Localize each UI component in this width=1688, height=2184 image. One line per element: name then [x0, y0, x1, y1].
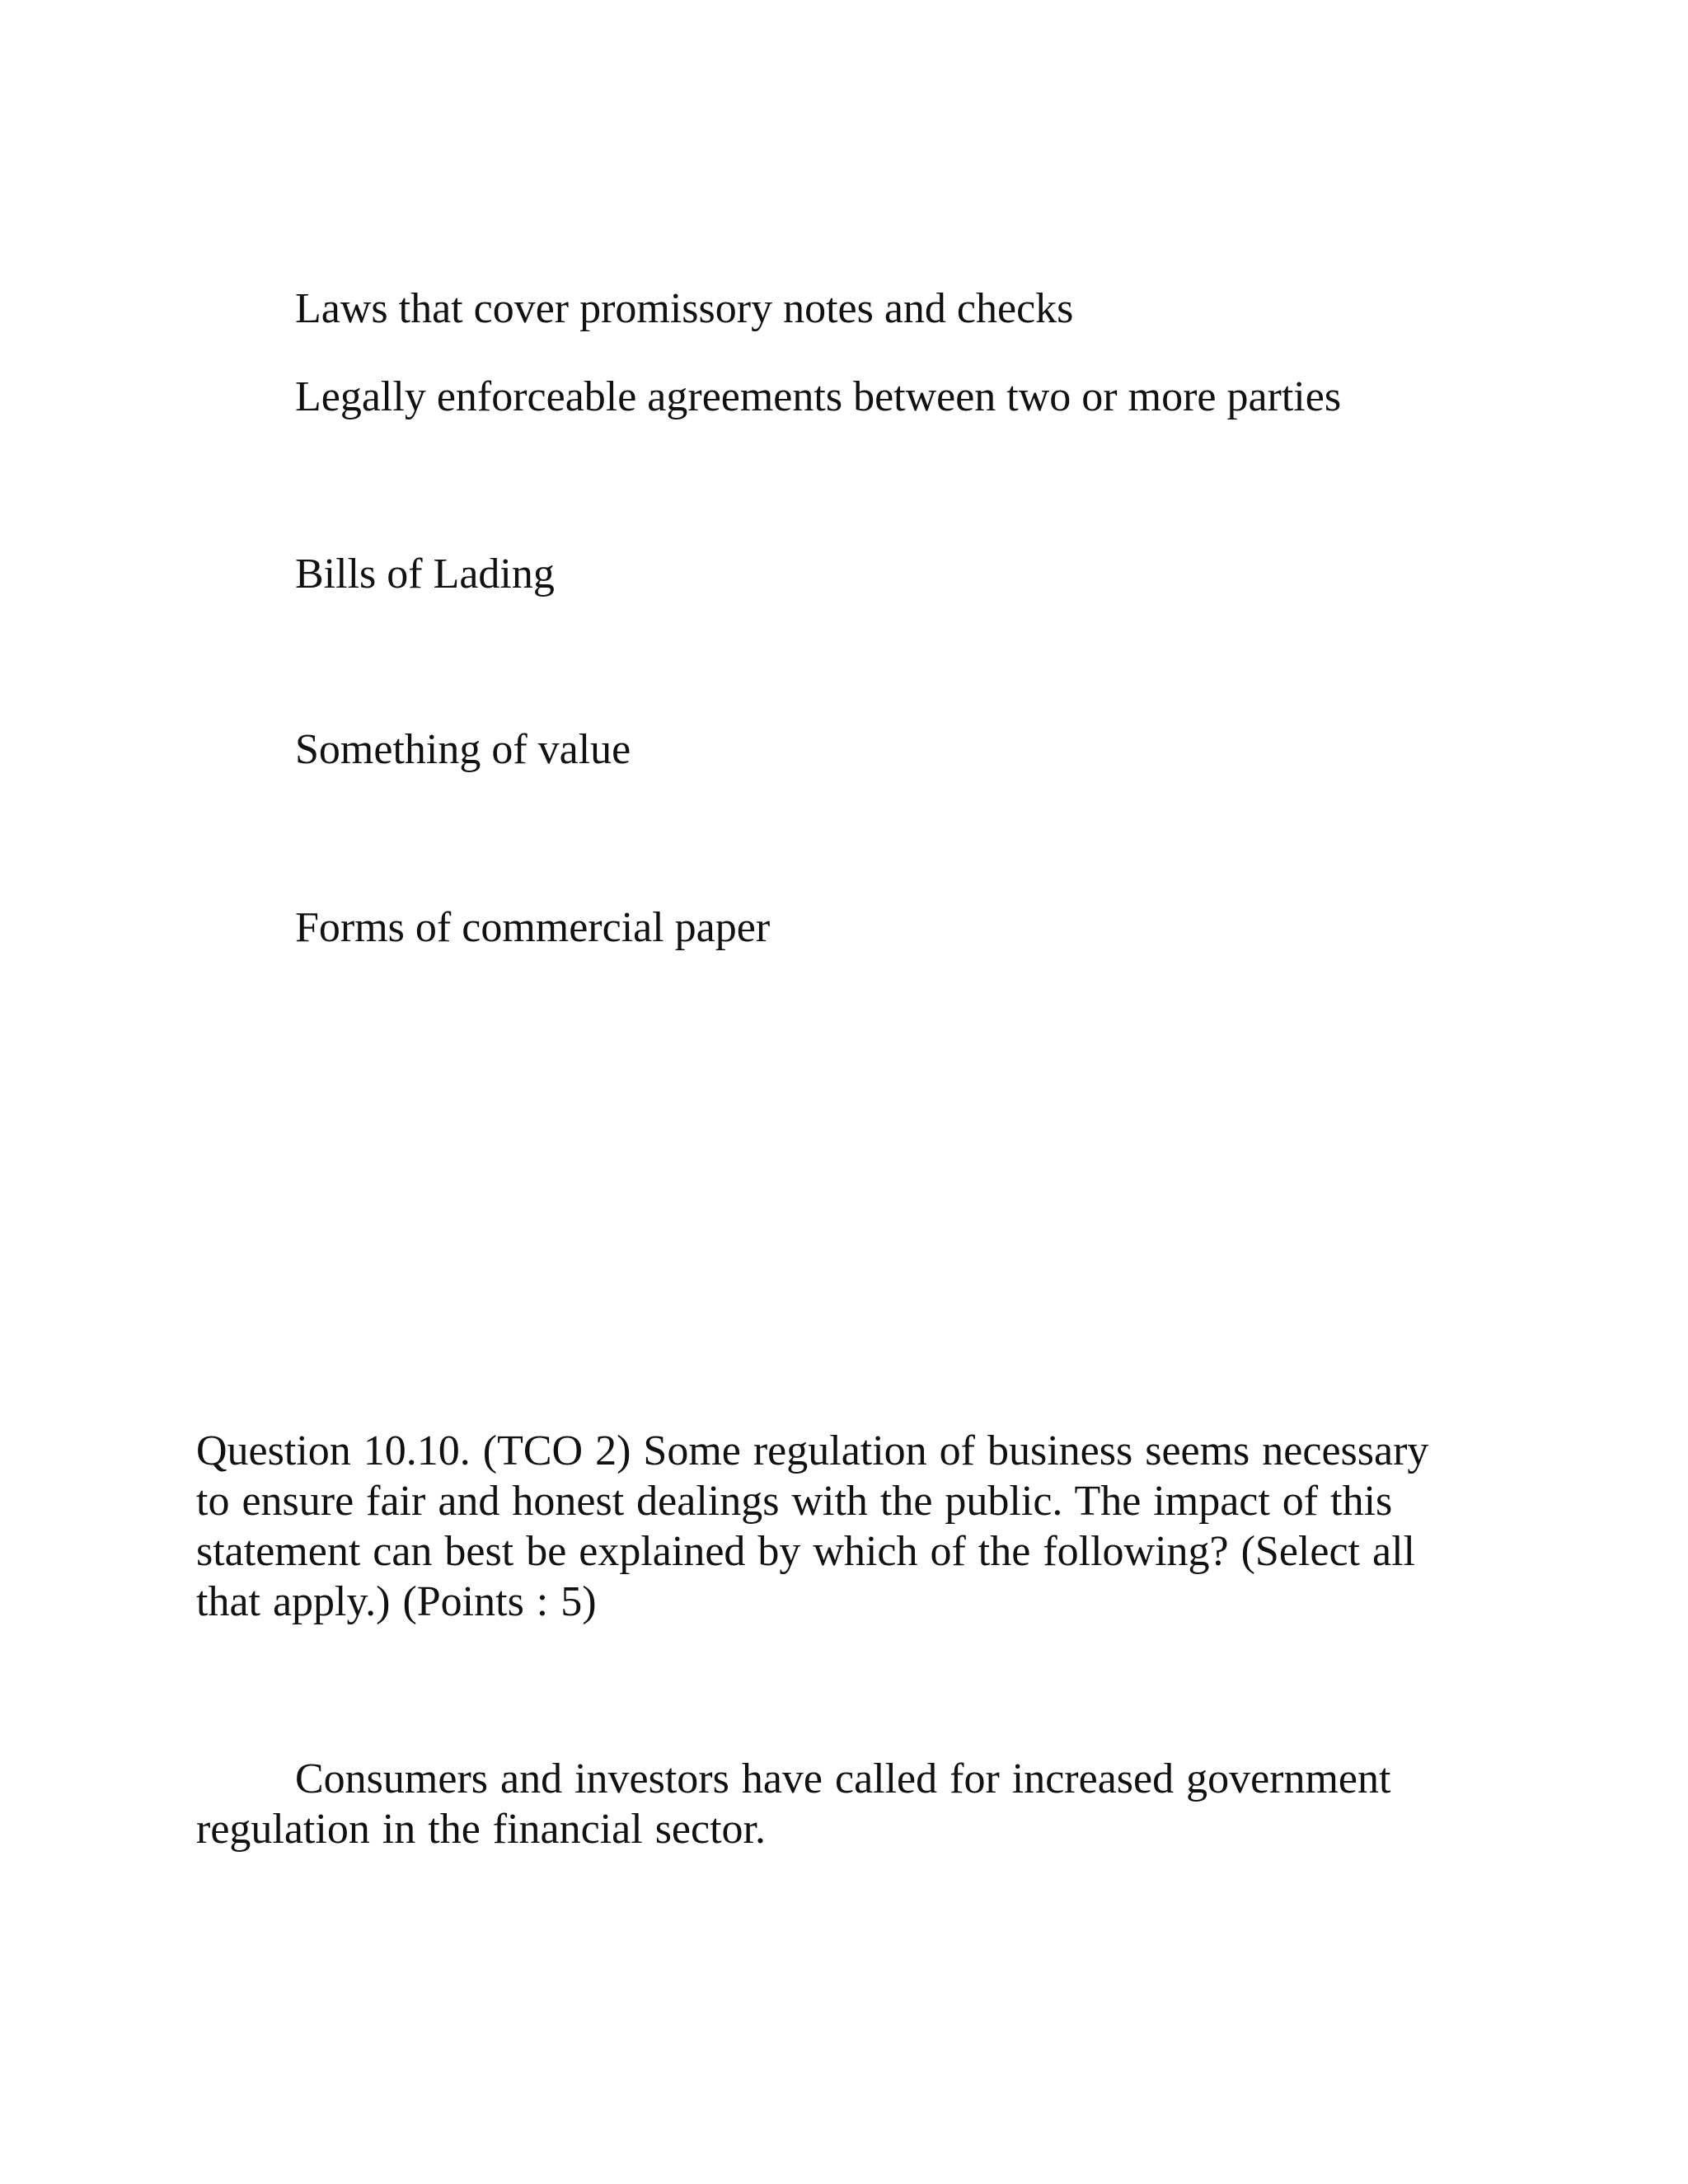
answer-option-something-of-value: Something of value — [295, 726, 631, 773]
answer-option-laws-promissory-notes: Laws that cover promissory notes and checks — [295, 285, 1074, 332]
answer-option-bills-of-lading: Bills of Lading — [295, 551, 555, 598]
answer-option-legally-enforceable-agreements: Legally enforceable agreements between two or more parties — [295, 373, 1342, 420]
question-text: Question 10.10. (TCO 2) Some regulation of business seems necessary to ensure fair and honest dealings with the public. The impact of this statement can best be explained by which of the following? (Select all that apply.) (Points : 5) — [196, 1427, 1429, 1625]
answer-option-consumers-investors: Consumers and investors have called for increased government regulation in the financial sector. — [196, 1755, 1391, 1853]
answer-option-forms-of-commercial-paper: Forms of commercial paper — [295, 904, 771, 951]
